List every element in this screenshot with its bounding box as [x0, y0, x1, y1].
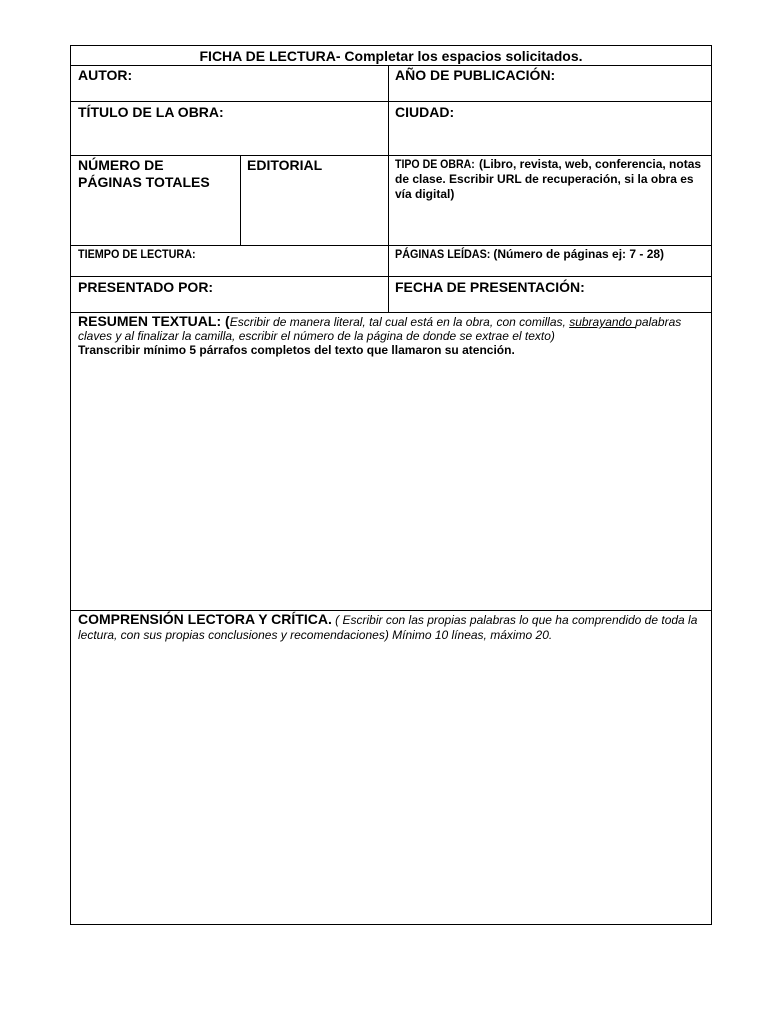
presentado-por-label: PRESENTADO POR: — [78, 279, 214, 295]
row-divider — [71, 245, 711, 246]
row-divider — [71, 101, 711, 102]
titulo-label: TÍTULO DE LA OBRA: — [78, 104, 224, 120]
row-divider — [71, 155, 711, 156]
resumen-textual-label: RESUMEN TEXTUAL: — [78, 313, 222, 329]
autor-label: AUTOR: — [78, 67, 133, 83]
resumen-instructions-a: Escribir de manera literal, tal cual está en la obra, con comillas, — [229, 315, 570, 329]
column-divider — [240, 155, 241, 245]
row-divider — [71, 65, 711, 66]
reading-form — [70, 45, 712, 925]
comprension-label: COMPRENSIÓN LECTORA Y CRÍTICA. — [78, 611, 332, 627]
resumen-note: Transcribir mínimo 5 párrafos completos del texto que llamaron su atención. — [78, 343, 515, 357]
comprension-section — [78, 612, 704, 643]
column-divider — [388, 65, 389, 312]
row-divider — [71, 276, 711, 277]
resumen-paren-open: ( — [221, 313, 230, 329]
numero-paginas-label — [78, 157, 238, 191]
fecha-presentacion-label: FECHA DE PRESENTACIÓN: — [395, 279, 585, 295]
resumen-instructions-b: palabras claves y al finalizar la camilla, escribir el número de la página de donde se extrae el texto) — [78, 315, 682, 343]
tiempo-lectura-label: TIEMPO DE LECTURA: — [78, 247, 196, 261]
numero-paginas-line2: PÁGINAS TOTALES — [78, 174, 210, 190]
anio-label: AÑO DE PUBLICACIÓN: — [395, 67, 556, 83]
resumen-instructions-underlined: subrayando — [569, 315, 636, 329]
paginas-leidas-cell — [395, 247, 707, 262]
ciudad-label: CIUDAD: — [395, 104, 455, 120]
comprension-instructions: ( Escribir con las propias palabras lo que ha comprendido de toda la lectura, con sus propias conclusiones y recomendaciones) Mínimo 10 líneas, máximo 20. — [78, 613, 698, 642]
resumen-textual-section — [78, 314, 704, 358]
tipo-obra-cell — [395, 157, 707, 202]
editorial-label: EDITORIAL — [247, 157, 323, 173]
numero-paginas-line1: NÚMERO DE — [78, 157, 164, 173]
form-title: FICHA DE LECTURA- Completar los espacios solicitados. — [199, 48, 583, 64]
paginas-leidas-label: PÁGINAS LEÍDAS: — [395, 247, 491, 261]
tipo-obra-label: TIPO DE OBRA: — [395, 157, 475, 171]
tiempo-lectura-cell — [78, 247, 378, 261]
paginas-leidas-description: (Número de páginas ej: 7 - 28) — [490, 247, 665, 261]
tipo-obra-description: (Libro, revista, web, conferencia, notas de clase. Escribir URL de recuperación, si la obra es vía digital) — [395, 157, 702, 201]
